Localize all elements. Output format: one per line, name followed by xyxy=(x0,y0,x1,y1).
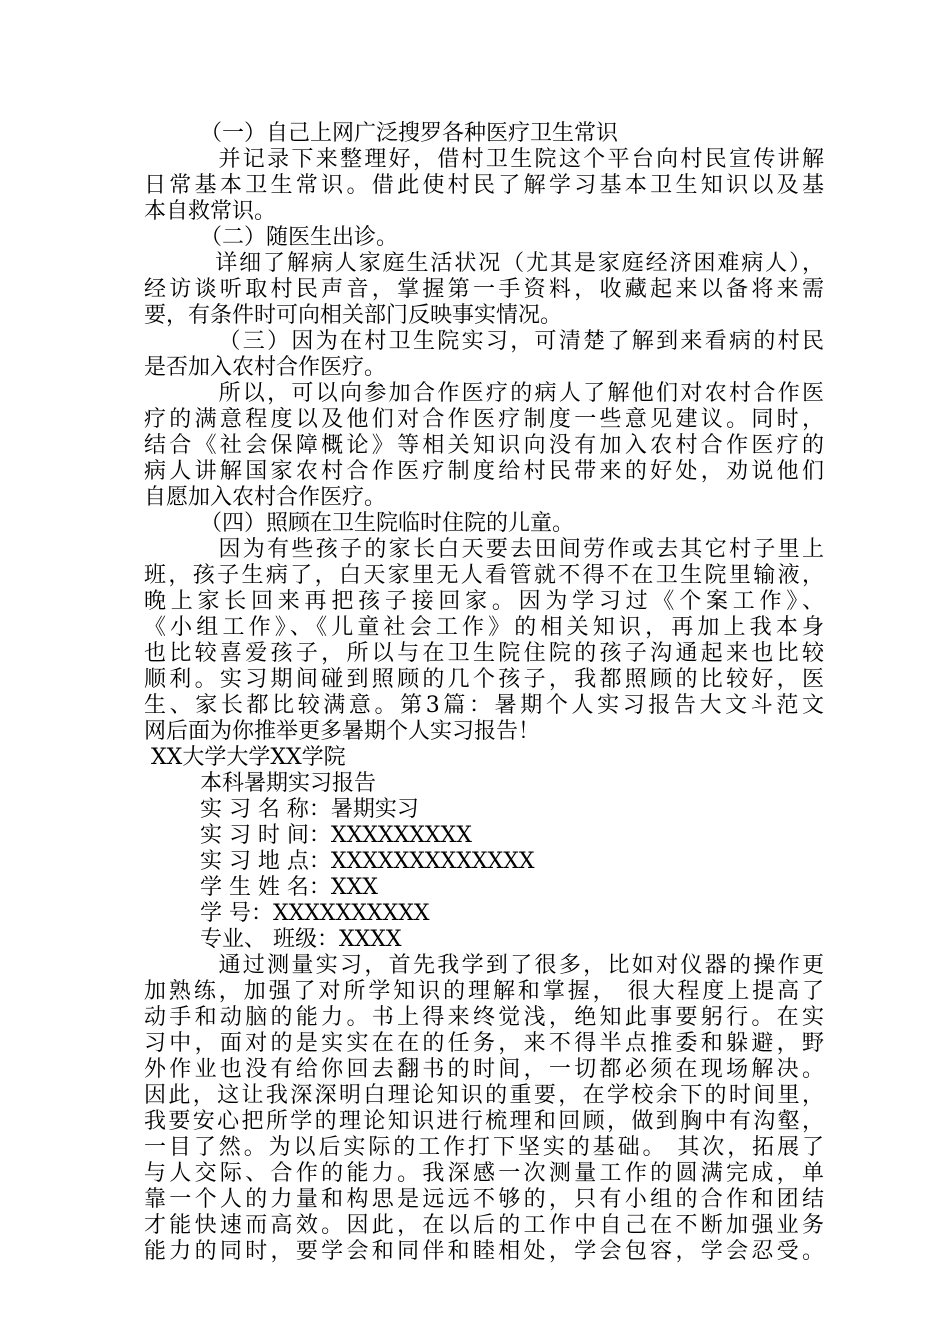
text-line: 要，有条件时可向相关部门反映事实情况。 xyxy=(144,303,563,328)
text-line: 因此，这让我深深明白理论知识的重要，在学校余下的时间里， xyxy=(144,1083,824,1108)
text-line: 习中，面对的是实实在在的任务，来不得半点推委和躲避，野 xyxy=(144,1031,824,1056)
text-line: 晚上家长回来再把孩子接回家。因为学习过《个案工作》、 xyxy=(144,589,824,614)
text-line: 实 习 时 间：XXXXXXXXX xyxy=(144,823,472,848)
text-line: 通过测量实习，首先我学到了很多，比如对仪器的操作更 xyxy=(144,953,824,978)
text-line: 是否加入农村合作医疗。 xyxy=(144,355,387,380)
text-line: 学 号：XXXXXXXXXX xyxy=(144,901,430,926)
text-line: 日常基本卫生常识。借此使村民了解学习基本卫生知识以及基 xyxy=(144,173,824,198)
text-line: 一目了然。为以后实际的工作打下坚实的基础。 其次，拓展了 xyxy=(144,1135,824,1160)
text-line: 学 生 姓 名：XXX xyxy=(144,875,378,900)
text-line: 《小组工作》、《儿童社会工作》的相关知识，再加上我本身 xyxy=(144,615,824,640)
text-line: 详细了解病人家庭生活状况（尤其是家庭经济困难病人）， xyxy=(144,251,824,276)
text-line: 加熟练，加强了对所学知识的理解和掌握， 很大程度上提高了 xyxy=(144,979,824,1004)
text-line: （二）随医生出诊。 xyxy=(144,225,398,250)
text-line: 专业、 班级：XXXX xyxy=(144,927,402,952)
text-line: 病人讲解国家农村合作医疗制度给村民带来的好处，劝说他们 xyxy=(144,459,824,484)
text-line: 我要安心把所学的理论知识进行梳理和回顾，做到胸中有沟壑， xyxy=(144,1109,824,1134)
text-line: 疗的满意程度以及他们对合作医疗制度一些意见建议。同时， xyxy=(144,407,824,432)
text-line: 动手和动脑的能力。书上得来终觉浅，绝知此事要躬行。在实 xyxy=(144,1005,824,1030)
text-line: 本自救常识。 xyxy=(144,199,277,224)
text-line: 也比较喜爱孩子，所以与在卫生院住院的孩子沟通起来也比较 xyxy=(144,641,824,666)
text-line: （一）自己上网广泛搜罗各种医疗卫生常识 xyxy=(144,121,618,146)
text-line: 所以，可以向参加合作医疗的病人了解他们对农村合作医 xyxy=(144,381,824,406)
text-line: （四）照顾在卫生院临时住院的儿童。 xyxy=(144,511,574,536)
text-line: 生、家长都比较满意。第3篇：暑期个人实习报告大文斗范文 xyxy=(144,693,824,718)
text-line: 本科暑期实习报告 xyxy=(144,771,376,796)
text-line: 因为有些孩子的家长白天要去田间劳作或去其它村子里上 xyxy=(144,537,824,562)
text-line: （三）因为在村卫生院实习，可清楚了解到来看病的村民 xyxy=(144,329,824,354)
text-line: 靠一个人的力量和构思是远远不够的，只有小组的合作和团结 xyxy=(144,1187,824,1212)
text-line: 实 习 地 点：XXXXXXXXXXXXX xyxy=(144,849,535,874)
text-line: 网后面为你推举更多暑期个人实习报告！ xyxy=(144,719,541,744)
text-line: 结合《社会保障概论》等相关知识向没有加入农村合作医疗的 xyxy=(144,433,824,458)
text-line: 自愿加入农村合作医疗。 xyxy=(144,485,387,510)
text-line: 并记录下来整理好，借村卫生院这个平台向村民宣传讲解 xyxy=(144,147,824,172)
text-line: 实 习 名 称：暑期实习 xyxy=(144,797,419,822)
text-line: 与人交际、合作的能力。我深感一次测量工作的圆满完成，单 xyxy=(144,1161,824,1186)
text-line: 外作业也没有给你回去翻书的时间，一切都必须在现场解决。 xyxy=(144,1057,824,1082)
text-line: 能力的同时，要学会和同伴和睦相处，学会包容，学会忍受。 xyxy=(144,1239,824,1264)
text-line: 才能快速而高效。因此，在以后的工作中自己在不断加强业务 xyxy=(144,1213,824,1238)
text-line: XX大学大学XX学院 xyxy=(144,745,346,770)
text-line: 顺利。实习期间碰到照顾的几个孩子，我都照顾的比较好，医 xyxy=(144,667,824,692)
text-line: 班，孩子生病了，白天家里无人看管就不得不在卫生院里输液， xyxy=(144,563,824,588)
text-line: 经访谈听取村民声音，掌握第一手资料，收藏起来以备将来需 xyxy=(144,277,824,302)
